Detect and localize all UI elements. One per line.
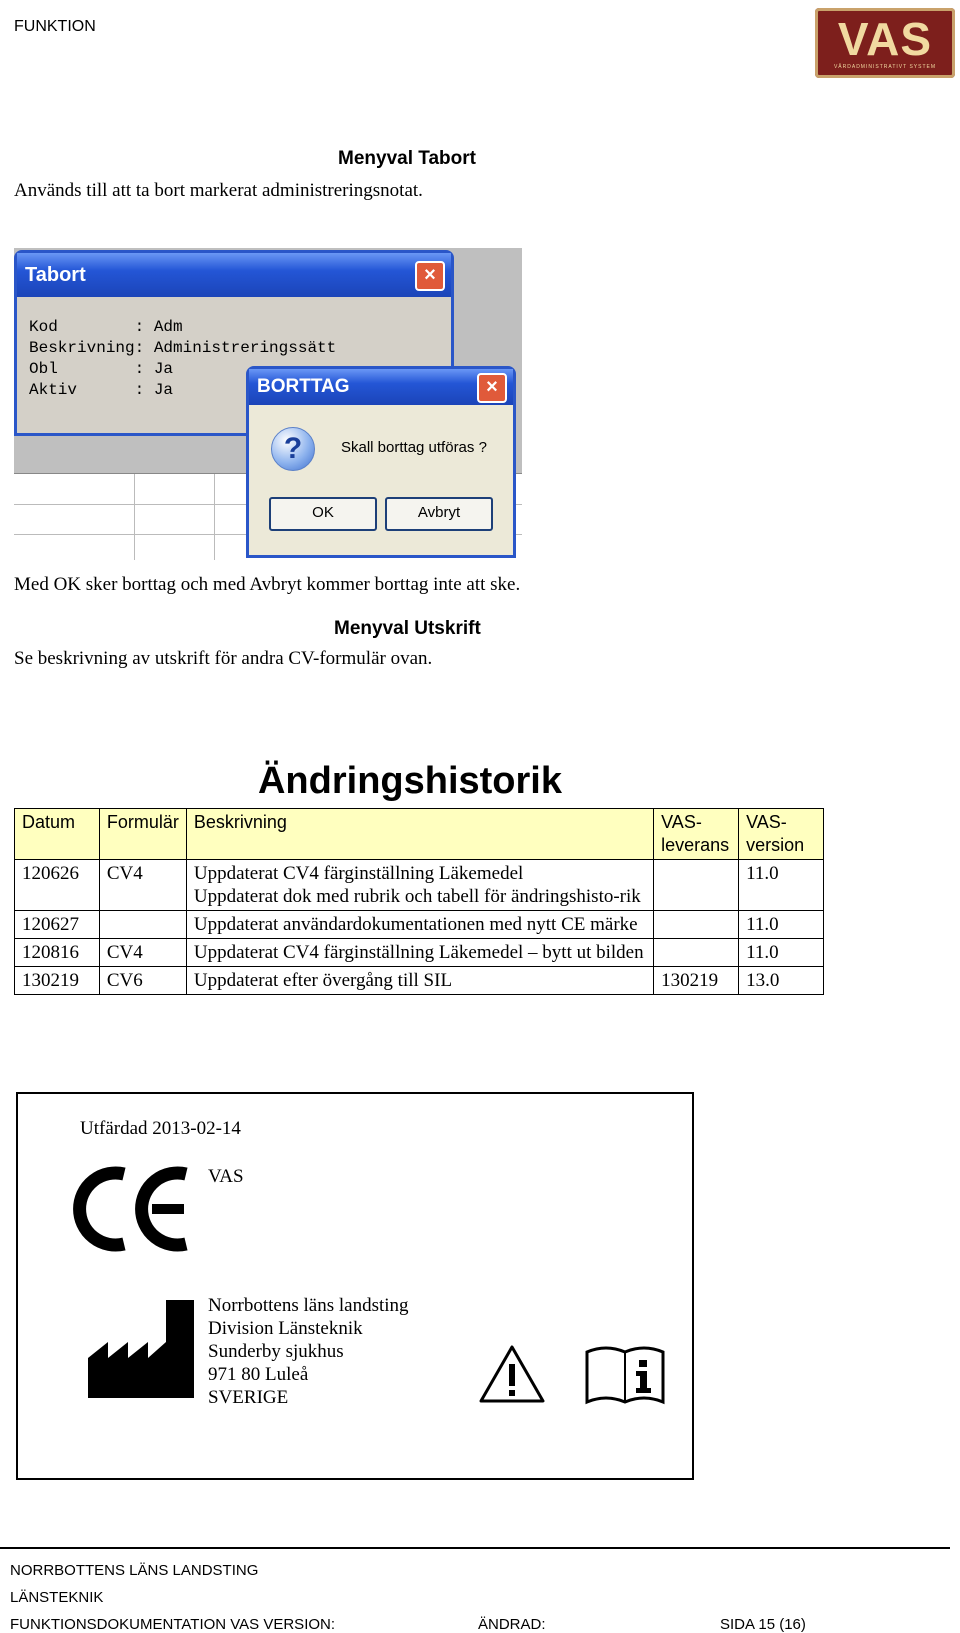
ok-button[interactable]: OK (269, 497, 377, 531)
cell-formular: CV6 (99, 967, 186, 995)
cell-datum: 120626 (15, 860, 100, 911)
borttag-dialog (246, 366, 516, 558)
borttag-message: Skall borttag utföras ? (341, 439, 487, 456)
cell-line: Uppdaterat CV4 färginställning Läkemedel (193, 863, 524, 884)
cell-formular (99, 911, 186, 939)
tabort-line: Kod : Adm (29, 318, 183, 336)
vas-logo (815, 8, 955, 78)
close-icon[interactable]: × (415, 261, 445, 291)
footer-page: SIDA 15 (16) (720, 1616, 806, 1633)
cell-datum: 130219 (15, 967, 100, 995)
footer-changed: ÄNDRAD: (478, 1616, 546, 1633)
cell-datum: 120627 (15, 911, 100, 939)
logo-subtitle: VÅRDADMINISTRATIVT SYSTEM (833, 64, 937, 70)
table-row (15, 939, 824, 967)
borttag-dialog-title: BORTTAG (249, 369, 513, 405)
history-title: Ändringshistorik (257, 760, 563, 802)
logo-text: VAS (837, 13, 933, 65)
tabort-line: Obl : Ja (29, 360, 174, 378)
address-line: Division Länsteknik (208, 1318, 363, 1339)
tabort-line: Aktiv : Ja (29, 381, 174, 399)
table-row (15, 967, 824, 995)
cell-version: 11.0 (739, 860, 824, 911)
cell-version: 11.0 (739, 911, 824, 939)
tabort-window-title: Tabort (17, 253, 451, 297)
utskrift-description: Se beskrivning av utskrift för andra CV-formulär ovan. (14, 648, 433, 669)
close-icon[interactable]: × (477, 373, 507, 403)
product-name: VAS (208, 1166, 244, 1187)
cell-leverans (654, 911, 739, 939)
table-row (15, 860, 824, 911)
cell-beskrivning: Uppdaterat användardokumentationen med nytt CE märke (186, 911, 653, 939)
cell-leverans (654, 860, 739, 911)
col-header-formular: Formulär (99, 809, 186, 860)
footer-divider (0, 1547, 950, 1549)
header-section-label: FUNKTION (14, 18, 96, 35)
history-table (14, 808, 824, 995)
cell-formular: CV4 (99, 939, 186, 967)
cancel-button[interactable]: Avbryt (385, 497, 493, 531)
table-header-row (15, 809, 824, 860)
cell-beskrivning (186, 860, 653, 911)
dialog-screenshot (14, 248, 522, 560)
cell-beskrivning: Uppdaterat efter övergång till SIL (186, 967, 653, 995)
ce-mark-icon (72, 1164, 192, 1254)
col-header-datum: Datum (15, 809, 100, 860)
manufacturer-address (208, 1294, 409, 1409)
address-line: SVERIGE (208, 1387, 289, 1408)
address-line: Norrbottens läns landsting (208, 1295, 409, 1316)
cell-version: 13.0 (739, 967, 824, 995)
col-header-leverans: VAS-leverans (654, 809, 739, 860)
tabort-description: Används till att ta bort markerat administreringsnotat. (14, 180, 423, 201)
col-header-beskrivning: Beskrivning (186, 809, 653, 860)
issued-date: Utfärdad 2013-02-14 (80, 1118, 241, 1139)
section-title-utskrift: Menyval Utskrift (334, 618, 481, 639)
instructions-icon (584, 1344, 666, 1406)
cell-line: Uppdaterat dok med rubrik och tabell för ändringshisto-rik (193, 886, 641, 907)
cell-version: 11.0 (739, 939, 824, 967)
table-row (15, 911, 824, 939)
after-dialog-text: Med OK sker borttag och med Avbryt kommer borttag inte att ske. (14, 574, 521, 595)
cell-leverans (654, 939, 739, 967)
product-label-box (16, 1092, 694, 1480)
footer-unit: LÄNSTEKNIK (10, 1589, 104, 1606)
col-header-version: VAS-version (739, 809, 824, 860)
address-line: Sunderby sjukhus (208, 1341, 344, 1362)
question-icon: ? (271, 427, 315, 471)
section-title-tabort: Menyval Tabort (338, 148, 476, 169)
cell-leverans: 130219 (654, 967, 739, 995)
cell-beskrivning: Uppdaterat CV4 färginställning Läkemedel – bytt ut bilden (186, 939, 653, 967)
warning-icon (478, 1344, 546, 1404)
cell-datum: 120816 (15, 939, 100, 967)
cell-formular: CV4 (99, 860, 186, 911)
manufacturer-icon (88, 1300, 196, 1398)
footer-doc: FUNKTIONSDOKUMENTATION VAS VERSION: (10, 1616, 336, 1633)
footer-org: NORRBOTTENS LÄNS LANDSTING (10, 1562, 259, 1579)
tabort-line: Beskrivning: Administreringssätt (29, 339, 337, 357)
address-line: 971 80 Luleå (208, 1364, 309, 1385)
